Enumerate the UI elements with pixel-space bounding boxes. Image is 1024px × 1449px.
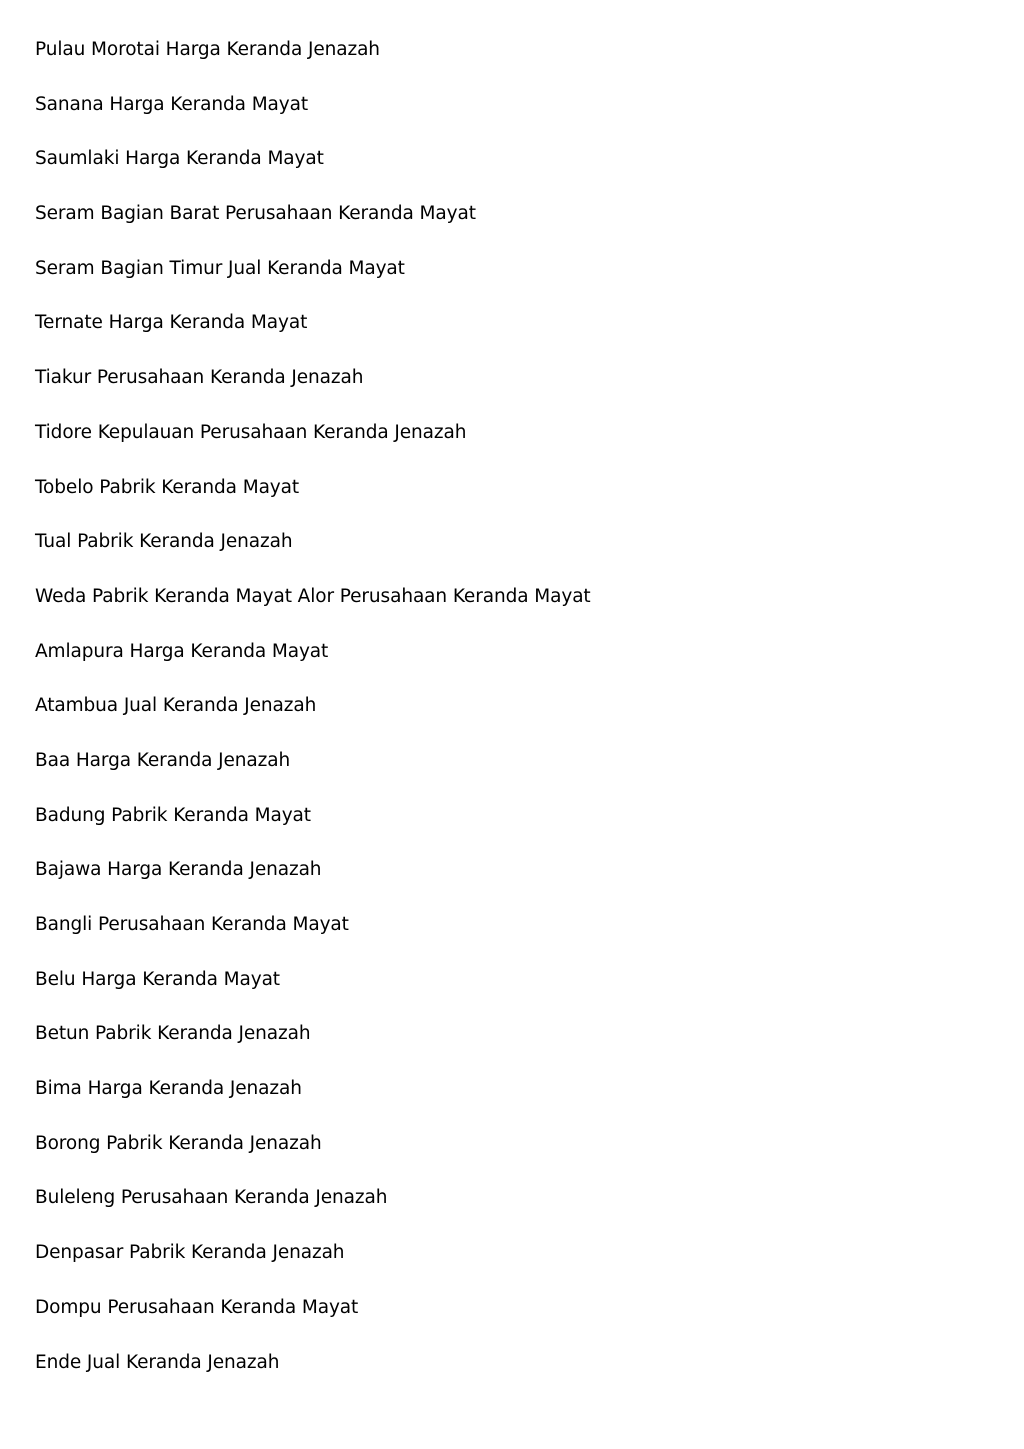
text-line: Betun Pabrik Keranda Jenazah xyxy=(35,1023,311,1045)
text-line: Dompu Perusahaan Keranda Mayat xyxy=(35,1296,359,1318)
text-line: Saumlaki Harga Keranda Mayat xyxy=(35,148,324,170)
text-line: Bajawa Harga Keranda Jenazah xyxy=(35,859,322,881)
text-line: Denpasar Pabrik Keranda Jenazah xyxy=(35,1242,345,1264)
text-line: Ternate Harga Keranda Mayat xyxy=(35,312,308,334)
text-line: Badung Pabrik Keranda Mayat xyxy=(35,804,311,826)
text-line: Bangli Perusahaan Keranda Mayat xyxy=(35,914,349,935)
text-line: Tidore Kepulauan Perusahaan Keranda Jenazah xyxy=(35,421,467,443)
text-line: Tiakur Perusahaan Keranda Jenazah xyxy=(35,367,364,389)
text-line: Sanana Harga Keranda Mayat xyxy=(35,93,309,115)
text-line: Seram Bagian Barat Perusahaan Keranda Mayat xyxy=(35,203,476,225)
text-line: Ende Jual Keranda Jenazah xyxy=(35,1351,280,1373)
text-line: Baa Harga Keranda Jenazah xyxy=(35,749,291,771)
text-line: Atambua Jual Keranda Jenazah xyxy=(35,695,317,717)
text-line: Buleleng Perusahaan Keranda Jenazah xyxy=(35,1187,388,1209)
text-line: Tual Pabrik Keranda Jenazah xyxy=(35,531,293,553)
text-line: Weda Pabrik Keranda Mayat Alor Perusahaan Keranda Mayat xyxy=(35,585,591,607)
text-line: Tobelo Pabrik Keranda Mayat xyxy=(35,476,300,498)
text-line: Amlapura Harga Keranda Mayat xyxy=(35,640,329,662)
text-line: Belu Harga Keranda Mayat xyxy=(35,968,280,990)
document-text-list xyxy=(35,36,591,1403)
text-line: Borong Pabrik Keranda Jenazah xyxy=(35,1132,322,1154)
text-line: Seram Bagian Timur Jual Keranda Mayat xyxy=(35,257,405,279)
text-line: Pulau Morotai Harga Keranda Jenazah xyxy=(35,39,380,60)
text-line: Bima Harga Keranda Jenazah xyxy=(35,1078,302,1100)
